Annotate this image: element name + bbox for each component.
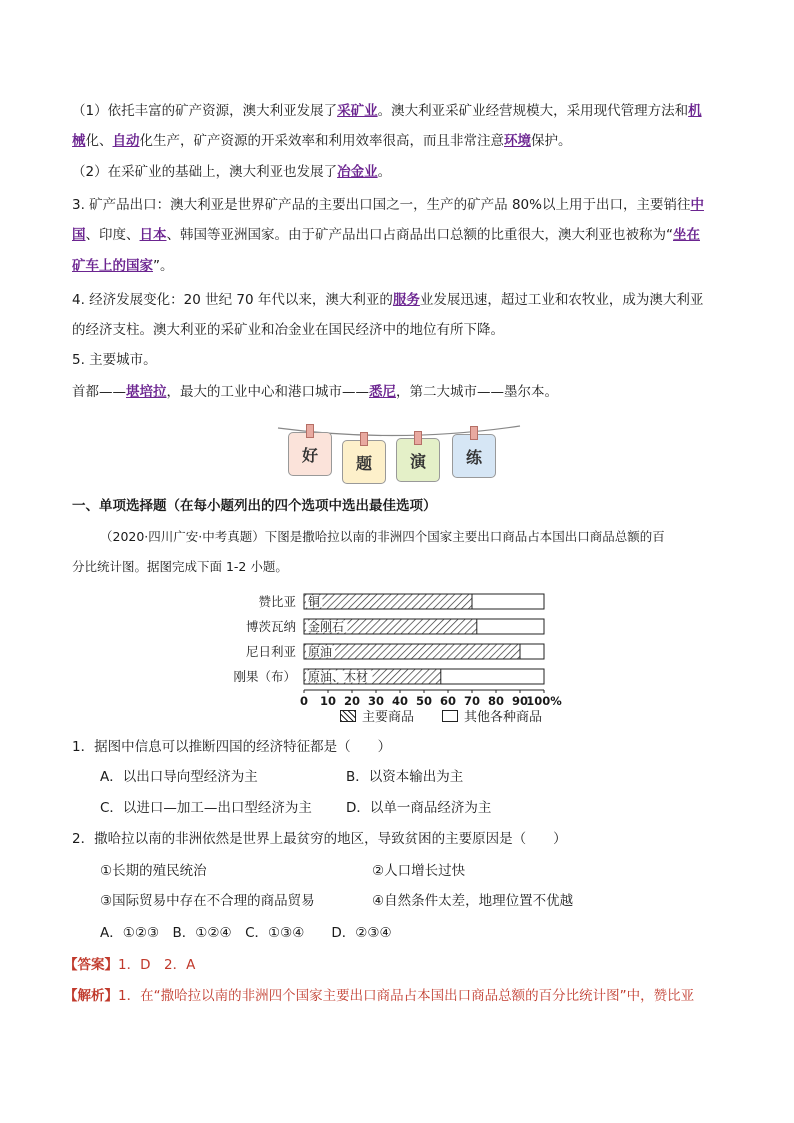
question-2-statement-2: ②人口增长过快	[372, 863, 466, 879]
chart-x-tick-label: 100%	[526, 694, 562, 708]
practice-banner	[276, 414, 522, 490]
paragraph-export-1: 3. 矿产品出口：澳大利亚是世界矿产品的主要出口国之一，生产的矿产品 80%以上用于出口，主要销往中	[72, 197, 704, 213]
paragraph-export-2: 国、印度、日本、韩国等亚洲国家。由于矿产品出口占商品出口总额的比重很大，澳大利亚也被称为“坐在	[72, 227, 700, 243]
chart-x-tick-label: 30	[367, 694, 385, 708]
analysis-text: 1．在“撒哈拉以南的非洲四个国家主要出口商品占本国出口商品总额的百分比统计图”中，赞比亚	[118, 988, 695, 1004]
paragraph-metallurgy: （2）在采矿业的基础上，澳大利亚也发展了冶金业。	[72, 164, 392, 180]
chart-category-label: 尼日利亚	[245, 644, 296, 659]
legend-item-other: 其他各种商品	[442, 706, 542, 725]
chart-x-tick-label: 60	[439, 694, 457, 708]
paragraph-export-3: 矿车上的国家”。	[72, 258, 174, 274]
paragraph-mining-1: （1）依托丰富的矿产资源，澳大利亚发展了采矿业。澳大利亚采矿业经营规模大，采用现代管理方法和机	[72, 103, 702, 119]
chart-bar-main	[304, 594, 472, 609]
banner-card-4: 练	[452, 434, 496, 478]
keyword-canberra: 堪培拉	[126, 384, 167, 400]
paragraph-economy-2: 的经济支柱。澳大利亚的采矿业和冶金业在国民经济中的地位有所下降。	[72, 322, 504, 338]
keyword-metallurgy: 冶金业	[337, 164, 378, 180]
paragraph-cities: 首都——堪培拉，最大的工业中心和港口城市——悉尼，第二大城市——墨尔本。	[72, 384, 558, 400]
question-1-stem: 1．据图中信息可以推断四国的经济特征都是（ ）	[72, 739, 392, 755]
analysis-label: 【解析】	[64, 988, 118, 1004]
question-1-option-b[interactable]: B．以资本输出为主	[346, 769, 464, 785]
question-intro-2: 分比统计图。据图完成下面 1-2 小题。	[72, 559, 288, 574]
chart-x-tick-label: 20	[343, 694, 361, 708]
question-2-choices[interactable]: A．①②③ B．①②④ C．①③④ D．②③④	[100, 925, 392, 941]
question-2-statement-3: ③国际贸易中存在不合理的商品贸易	[100, 893, 315, 909]
answer-label: 【答案】	[64, 957, 118, 973]
chart-x-tick-label: 70	[463, 694, 481, 708]
chart-category-label: 赞比亚	[258, 594, 296, 609]
chart-bar-main	[304, 644, 520, 659]
question-2-statement-4: ④自然条件太差，地理位置不优越	[372, 893, 574, 909]
chart-x-tick-label: 80	[487, 694, 505, 708]
clip-icon	[414, 431, 422, 445]
question-1-option-a[interactable]: A．以出口导向型经济为主	[100, 769, 258, 785]
keyword-environment: 环境	[504, 133, 531, 149]
legend-swatch-hatched	[340, 710, 356, 722]
chart-x-tick-label: 50	[415, 694, 433, 708]
paragraph-cities-heading: 5. 主要城市。	[72, 352, 157, 368]
question-1-option-c[interactable]: C．以进口—加工—出口型经济为主	[100, 800, 312, 816]
answer-line	[64, 955, 195, 975]
paragraph-mining-2: 械化、自动化生产，矿产资源的开采效率和利用效率很高，而且非常注意环境保护。	[72, 133, 572, 149]
legend-swatch-blank	[442, 710, 458, 722]
chart-bar-label: 铜	[308, 595, 321, 609]
keyword-mining: 采矿业	[337, 103, 378, 119]
chart-x-tick-label: 90	[511, 694, 529, 708]
keyword-service: 服务	[392, 292, 420, 308]
keyword-mechanization-start: 机	[688, 103, 702, 119]
keyword-minecart-country-start: 坐在	[673, 227, 700, 243]
banner-card-2: 题	[342, 440, 386, 484]
clip-icon	[360, 432, 368, 446]
keyword-automation: 自动	[112, 133, 140, 149]
question-1-option-d[interactable]: D．以单一商品经济为主	[346, 800, 492, 816]
chart-category-label: 博茨瓦纳	[245, 619, 296, 634]
chart-x-tick-label: 10	[319, 694, 337, 708]
chart-legend	[340, 706, 542, 725]
question-intro-1: （2020·四川广安·中考真题）下图是撒哈拉以南的非洲四个国家主要出口商品占本国出口商品总额的百	[100, 529, 665, 544]
legend-item-main: 主要商品	[340, 706, 414, 725]
chart-x-tick-label: 40	[391, 694, 409, 708]
keyword-china-end: 国	[72, 227, 86, 243]
clip-icon	[470, 426, 478, 440]
answer-text: 1．D 2．A	[118, 957, 196, 973]
chart-bar-label: 原油、木材	[308, 670, 369, 684]
chart-bar-label: 金刚石	[308, 620, 345, 634]
keyword-minecart-country-end: 矿车上的国家	[72, 258, 153, 274]
banner-card-1: 好	[288, 432, 332, 476]
section-title: 一、单项选择题（在每小题列出的四个选项中选出最佳选项）	[72, 498, 437, 514]
question-2-stem: 2．撒哈拉以南的非洲依然是世界上最贫穷的地区，导致贫困的主要原因是（ ）	[72, 831, 567, 847]
keyword-sydney: 悉尼	[369, 384, 396, 400]
chart-bar-label: 原油	[308, 645, 333, 659]
chart-x-tick-label: 0	[299, 694, 309, 708]
banner-card-3: 演	[396, 438, 440, 482]
question-2-statement-1: ①长期的殖民统治	[100, 863, 207, 879]
chart-category-label: 刚果（布）	[233, 669, 296, 684]
keyword-japan: 日本	[139, 227, 167, 243]
keyword-mechanization-end: 械	[72, 133, 86, 149]
clip-icon	[306, 424, 314, 438]
paragraph-economy-1: 4. 经济发展变化：20 世纪 70 年代以来，澳大利亚的服务业发展迅速，超过工业和农牧业，成为澳大利亚	[72, 292, 704, 308]
analysis-line	[64, 986, 694, 1006]
keyword-china-start: 中	[690, 197, 704, 213]
